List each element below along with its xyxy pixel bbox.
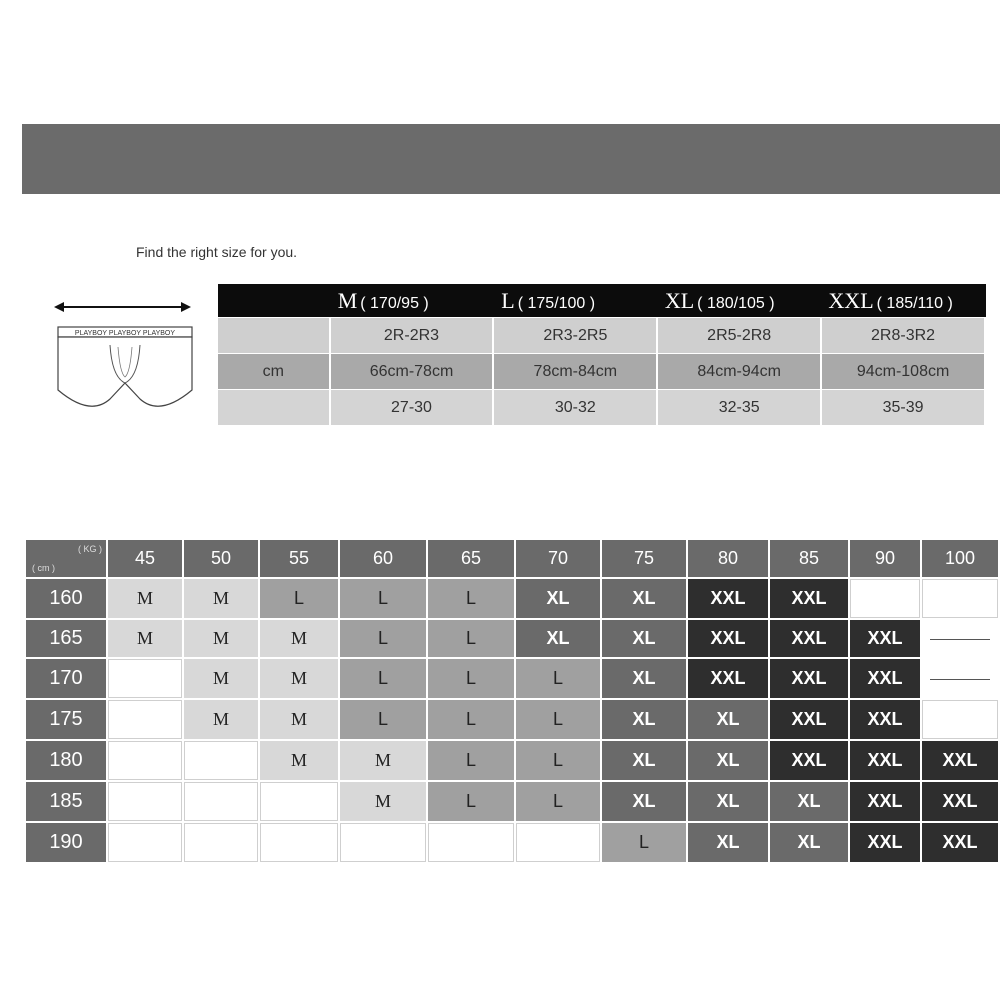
size-cell	[108, 782, 182, 821]
size-cell	[850, 579, 920, 618]
size-cell: XL	[602, 659, 686, 698]
matrix-row	[26, 823, 998, 862]
size-cell: M	[260, 620, 338, 657]
size-cell: XL	[602, 700, 686, 739]
height-header: 175	[26, 700, 106, 739]
size-cell: XXL	[770, 579, 848, 618]
weight-height-matrix	[24, 538, 1000, 864]
size-cell	[108, 659, 182, 698]
size-chart	[218, 284, 986, 425]
size-cell: XL	[688, 741, 768, 780]
size-cell	[184, 823, 258, 862]
size-cell	[108, 700, 182, 739]
size-cell: XXL	[688, 620, 768, 657]
matrix-corner	[26, 540, 106, 577]
weight-header: 50	[184, 540, 258, 577]
size-cell: XXL	[850, 823, 920, 862]
size-cell: L	[260, 579, 338, 618]
size-header-l: L ( 175/100 )	[501, 287, 596, 313]
size-header-m: M ( 170/95 )	[337, 287, 429, 313]
size-cell	[108, 823, 182, 862]
weight-header: 85	[770, 540, 848, 577]
size-header-xxl: XXL ( 185/110 )	[828, 287, 953, 313]
size-cell: L	[602, 823, 686, 862]
corner-kg-label: ( KG )	[78, 544, 102, 554]
size-cell: XXL	[922, 823, 998, 862]
boxer-brief-illustration	[50, 295, 200, 435]
size-cell: XL	[770, 782, 848, 821]
matrix-header-row	[26, 540, 998, 577]
weight-header: 70	[516, 540, 600, 577]
size-cell: L	[516, 741, 600, 780]
size-cell: XXL	[922, 741, 998, 780]
weight-header: 75	[602, 540, 686, 577]
matrix-row	[26, 782, 998, 821]
matrix-row	[26, 659, 998, 698]
height-header: 170	[26, 659, 106, 698]
size-cell	[108, 741, 182, 780]
size-cell: XXL	[688, 659, 768, 698]
size-cell: L	[428, 782, 514, 821]
size-cell: XL	[602, 741, 686, 780]
weight-header: 100	[922, 540, 998, 577]
size-cell: L	[428, 700, 514, 739]
weight-header: 65	[428, 540, 514, 577]
height-header: 190	[26, 823, 106, 862]
tagline: Find the right size for you.	[136, 244, 298, 260]
size-cell	[260, 823, 338, 862]
weight-header: 60	[340, 540, 426, 577]
size-cell	[922, 579, 998, 618]
height-header: 180	[26, 741, 106, 780]
weight-header: 80	[688, 540, 768, 577]
size-cell: XXL	[850, 782, 920, 821]
size-cell: M	[184, 700, 258, 739]
corner-cm-label: ( cm )	[32, 563, 55, 573]
matrix-row	[26, 741, 998, 780]
size-cell	[340, 823, 426, 862]
top-banner	[22, 124, 1000, 194]
size-cell: M	[184, 659, 258, 698]
size-row: 27-30 30-32 32-35 35-39	[218, 390, 986, 425]
weight-header: 45	[108, 540, 182, 577]
size-cell: L	[428, 620, 514, 657]
size-cell: M	[260, 700, 338, 739]
size-cell: XL	[516, 620, 600, 657]
size-cell: M	[340, 741, 426, 780]
size-cell: M	[108, 579, 182, 618]
matrix-row	[26, 700, 998, 739]
size-cell: M	[184, 579, 258, 618]
size-cell: L	[340, 579, 426, 618]
size-cell: XXL	[770, 620, 848, 657]
size-cell: XXL	[850, 741, 920, 780]
size-header-xl: XL ( 180/105 )	[664, 287, 775, 313]
width-arrow-icon	[54, 302, 191, 312]
size-cell: XXL	[770, 700, 848, 739]
height-header: 160	[26, 579, 106, 618]
size-cell	[260, 782, 338, 821]
size-cell: L	[340, 620, 426, 657]
size-cell: M	[184, 620, 258, 657]
size-row: 2R-2R3 2R3-2R5 2R5-2R8 2R8-3R2	[218, 318, 986, 353]
size-cell	[184, 741, 258, 780]
size-cell: XL	[688, 700, 768, 739]
size-cell	[922, 659, 998, 698]
size-cell: M	[108, 620, 182, 657]
size-cell	[184, 782, 258, 821]
brief-waistband-text: PLAYBOY PLAYBOY PLAYBOY	[74, 330, 176, 337]
matrix-row	[26, 579, 998, 618]
size-cell: XL	[770, 823, 848, 862]
size-cell: L	[340, 700, 426, 739]
size-cell: M	[260, 741, 338, 780]
size-chart-header	[218, 284, 986, 317]
size-cell: M	[260, 659, 338, 698]
size-cell: XXL	[688, 579, 768, 618]
size-cell: L	[428, 741, 514, 780]
size-cell: XL	[602, 782, 686, 821]
size-row: cm 66cm-78cm 78cm-84cm 84cm-94cm 94cm-108cm	[218, 354, 986, 389]
size-cell: XXL	[850, 700, 920, 739]
size-cell: XXL	[850, 620, 920, 657]
size-cell	[922, 620, 998, 657]
size-cell: XXL	[850, 659, 920, 698]
height-header: 165	[26, 620, 106, 657]
size-cell: L	[516, 659, 600, 698]
size-cell: XXL	[770, 741, 848, 780]
size-cell: XXL	[922, 782, 998, 821]
size-cell: XL	[516, 579, 600, 618]
size-cell: L	[340, 659, 426, 698]
size-cell: M	[340, 782, 426, 821]
size-cell: XL	[602, 620, 686, 657]
size-cell: XL	[602, 579, 686, 618]
size-cell: L	[428, 579, 514, 618]
size-cell: L	[516, 782, 600, 821]
weight-header: 55	[260, 540, 338, 577]
size-cell	[428, 823, 514, 862]
size-cell: XL	[688, 782, 768, 821]
size-cell	[516, 823, 600, 862]
size-cell: L	[428, 659, 514, 698]
size-cell	[922, 700, 998, 739]
height-header: 185	[26, 782, 106, 821]
size-cell: XXL	[770, 659, 848, 698]
weight-header: 90	[850, 540, 920, 577]
matrix-row	[26, 620, 998, 657]
size-cell: L	[516, 700, 600, 739]
size-cell: XL	[688, 823, 768, 862]
